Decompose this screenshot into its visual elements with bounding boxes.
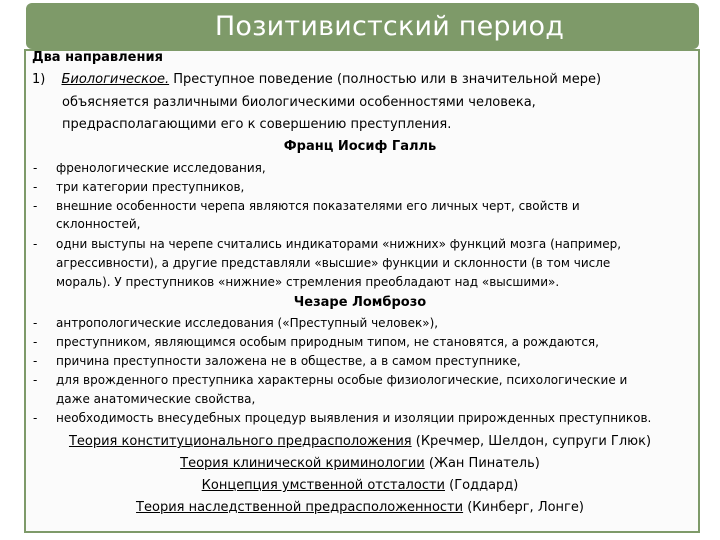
theory-1-authors: (Кречмер, Шелдон, супруги Глюк) [411, 434, 652, 449]
gall-item-4-line-3: мораль). У преступников «нижние» стремления преобладают над «высшими». [56, 275, 560, 289]
theory-3-authors: (Годдард) [445, 478, 519, 493]
bullet-dash: - [33, 316, 38, 330]
bullet-dash: - [33, 411, 38, 425]
bio-marker: 1) [32, 72, 46, 87]
gall-item-4-line-1: одни выступы на черепе считались индикаторами «нижних» функций мозга (например, [56, 237, 622, 251]
theory-2 [0, 455, 720, 472]
bio-line-2: объясняется различными биологическими особенностями человека, [62, 95, 536, 110]
bullet-dash: - [33, 335, 38, 349]
bio-line1-rest: Преступное поведение (полностью или в значительной мере) [169, 72, 602, 87]
bullet-dash: - [33, 161, 38, 175]
gall-item-2: три категории преступников, [56, 180, 245, 194]
theory-4-name: Теория наследственной предрасположенности [136, 500, 464, 515]
gall-name: Франц Иосиф Галль [283, 139, 437, 154]
theory-4-authors: (Кинберг, Лонге) [463, 500, 584, 515]
lombroso-item-1: антропологические исследования («Преступный человек»), [56, 316, 439, 330]
theory-2-authors: (Жан Пинатель) [424, 456, 540, 471]
gall-item-4-line-2: агрессивности), а другие представляли «высшие» функции и склонности (в том числе [56, 256, 611, 270]
lombroso-name: Чезаре Ломброзо [293, 295, 427, 310]
theory-1 [0, 433, 720, 450]
lombroso-item-5: необходимость внесудебных процедур выявления и изоляции прирожденных преступников. [56, 411, 652, 425]
lombroso-item-2: преступником, являющимся особым природным типом, не становятся, а рождаются, [56, 335, 599, 349]
bullet-dash: - [33, 373, 38, 387]
theory-1-name: Теория конституционального предрасположения [68, 434, 412, 449]
bullet-dash: - [33, 180, 38, 194]
bullet-dash: - [33, 199, 38, 213]
gall-item-1: френологические исследования, [56, 161, 266, 175]
bio-line-1 [32, 71, 601, 88]
lombroso-item-3: причина преступности заложена не в обществе, а в самом преступнике, [56, 354, 521, 368]
gall-item-3-line-1: внешние особенности черепа являются показателями его личных черт, свойств и [56, 199, 580, 213]
theory-4 [0, 499, 720, 516]
lombroso-item-4-line-1: для врожденного преступника характерны особые физиологические, психологические и [56, 373, 628, 387]
theory-3-name: Концепция умственной отсталости [201, 478, 445, 493]
gall-item-3-line-2: склонностей, [56, 217, 141, 231]
bullet-dash: - [33, 237, 38, 251]
slide-title: Позитивистский период [214, 10, 565, 42]
bio-line-3: предрасполагающими его к совершению преступления. [62, 117, 452, 132]
directions-heading: Два направления [32, 50, 163, 65]
theory-3 [0, 477, 720, 494]
bio-term: Биологическое. [61, 72, 170, 87]
lombroso-item-4-line-2: даже анатомические свойства, [56, 392, 256, 406]
theory-2-name: Теория клинической криминологии [180, 456, 425, 471]
bullet-dash: - [33, 354, 38, 368]
title-banner [26, 3, 699, 49]
